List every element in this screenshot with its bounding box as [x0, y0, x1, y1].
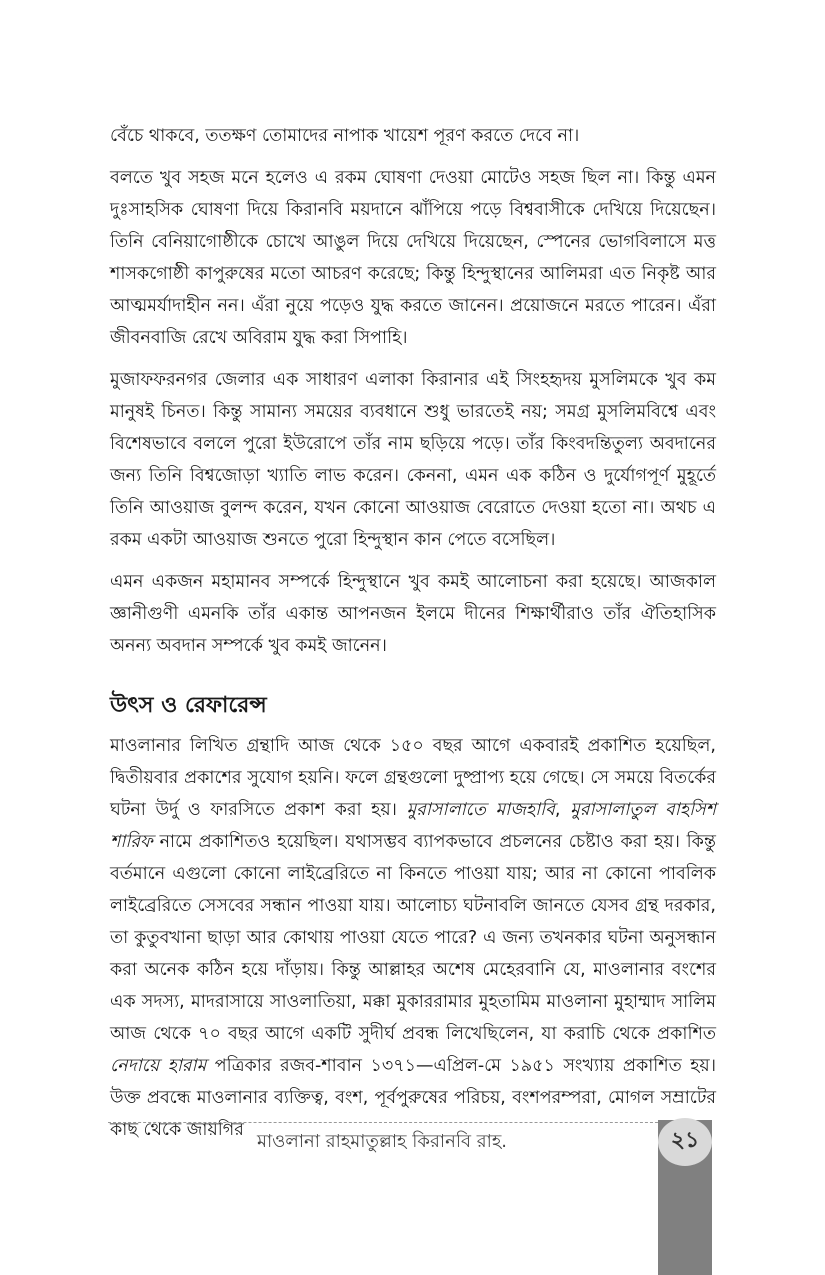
paragraph-text: মাওলানার লিখিত গ্রন্থাদি আজ থেকে ১৫০ বছর আগে একবারই প্রকাশিত হয়েছিল, দ্বিতীয়বার প্রকাশের সুযোগ হয়নি। ফলে গ্রন্থগুলো দুষ্প্রাপ্য হয়ে গেছে। সে সময়ে বিতর্কের ঘটনা উর্দু ও ফারসিতে প্রকাশ করা হয়।	[110, 736, 716, 820]
book-title-italic: মুরাসালাতুল বাহসিশ শারিফ	[110, 800, 716, 852]
page-body	[110, 120, 716, 1156]
paragraph-text: নামে প্রকাশিতও হয়েছিল। যথাসম্ভব ব্যাপকভাবে প্রচলনের চেষ্টাও করা হয়। কিন্তু বর্তমানে এগুলো কোনো লাইব্রেরিতে না কিনতে পাওয়া যায়; আর না কোনো পাবলিক লাইব্রেরিতে সেসবের সন্ধান পাওয়া যায়। আলোচ্য ঘটনাবলি জানতে যেসব গ্রন্থ দরকার, তা কুতুবখানা ছাড়া আর কোথায় পাওয়া যেতে পারে? এ জন্য তখনকার ঘটনা অনুসন্ধান করা অনেক কঠিন হয়ে দাঁড়ায়। কিন্তু আল্লাহর অশেষ মেহেরবানি যে, মাওলানার বংশের এক সদস্য, মাদরাসায়ে সাওলাতিয়া, মক্কা মুকাররামার মুহতামিম মাওলানা মুহাম্মাদ সালিম আজ থেকে ৭০ বছর আগে একটি সুদীর্ঘ প্রবন্ধ লিখেছিলেন, যা করাচি থেকে প্রকাশিত	[110, 832, 716, 1044]
paragraph-text: পত্রিকার রজব-শাবান ১৩৭১—এপ্রিল-মে ১৯৫১ সংখ্যায় প্রকাশিত হয়। উক্ত প্রবন্ধে মাওলানার ব্যক্তিত্ব, বংশ, পূর্বপুরুষের পরিচয়, বংশপরম্পরা, মোগল সম্রাটের কাছ থেকে জায়গির	[110, 1056, 716, 1140]
page-number: ২১	[670, 1128, 700, 1153]
magazine-title-italic: নেদায়ে হারাম	[110, 1056, 207, 1076]
section-heading: উৎস ও রেফারেন্স	[110, 693, 267, 718]
book-title-italic: মুরাসালাতে মাজহাবি	[406, 800, 555, 820]
paragraph	[110, 730, 716, 1146]
separator-text: ,	[554, 800, 571, 820]
paragraph: বলতে খুব সহজ মনে হলেও এ রকম ঘোষণা দেওয়া মোটেও সহজ ছিল না। কিন্তু এমন দুঃসাহসিক ঘোষণা দিয়ে কিরানবি ময়দানে ঝাঁপিয়ে পড়ে বিশ্ববাসীকে দেখিয়ে দিয়েছেন। তিনি বেনিয়াগোষ্ঠীকে চোখে আঙুল দিয়ে দেখিয়ে দিয়েছেন, স্পেনের ভোগবিলাসে মত্ত শাসকগোষ্ঠী কাপুরুষের মতো আচরণ করেছে; কিন্তু হিন্দুস্থানের আলিমরা এত নিকৃষ্ট আর আত্মমর্যাদাহীন নন। এঁরা নুয়ে পড়েও যুদ্ধ করতে জানেন। প্রয়োজনে মরতে পারেন। এঁরা জীবনবাজি রেখে অবিরাম যুদ্ধ করা সিপাহি।	[110, 168, 716, 348]
paragraph: বেঁচে থাকবে, ততক্ষণ তোমাদের নাপাক খায়েশ পূরণ করতে দেবে না।	[110, 126, 580, 146]
paragraph: মুজাফফরনগর জেলার এক সাধারণ এলাকা কিরানার এই সিংহহৃদয় মুসলিমকে খুব কম মানুষই চিনত। কিন্তু সামান্য সময়ের ব্যবধানে শুধু ভারতেই নয়; সমগ্র মুসলিমবিশ্বে এবং বিশেষভাবে বললে পুরো ইউরোপে তাঁর নাম ছড়িয়ে পড়ে। তাঁর কিংবদন্তিতুল্য অবদানের জন্য তিনি বিশ্বজোড়া খ্যাতি লাভ করেন। কেননা, এমন এক কঠিন ও দুর্যোগপূর্ণ মুহূর্তে তিনি আওয়াজ বুলন্দ করেন, যখন কোনো আওয়াজ বেরোতে দেওয়া হতো না। অথচ এ রকম একটা আওয়াজ শুনতে পুরো হিন্দুস্থান কান পেতে বসেছিল।	[110, 370, 716, 550]
running-footer-title: মাওলানা রাহমাতুল্লাহ কিরানবি রাহ.	[256, 1131, 508, 1152]
paragraph: এমন একজন মহামানব সম্পর্কে হিন্দুস্থানে খুব কমই আলোচনা করা হয়েছে। আজকাল জ্ঞানীগুণী এমনকি তাঁর একান্ত আপনজন ইলমে দীনের শিক্ষার্থীরাও তাঁর ঐতিহাসিক অনন্য অবদান সম্পর্কে খুব কমই জানেন।	[110, 572, 716, 656]
footer-divider	[108, 1122, 668, 1123]
